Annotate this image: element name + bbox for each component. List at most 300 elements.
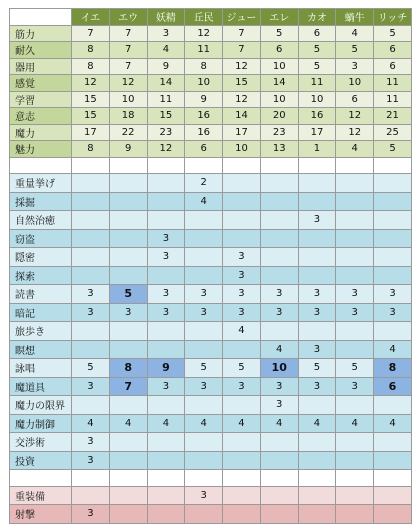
skill-value	[336, 248, 374, 267]
skill-row	[10, 303, 412, 322]
stat-value: 10	[336, 75, 374, 92]
combat-value	[109, 505, 147, 524]
skill-value	[336, 340, 374, 359]
skill-value	[109, 396, 147, 415]
column-header: 妖精	[147, 9, 185, 26]
skill-value: 5	[223, 359, 261, 378]
combat-value	[185, 505, 223, 524]
skill-value: 3	[72, 303, 110, 322]
stat-value: 11	[374, 75, 412, 92]
skill-value: 4	[109, 414, 147, 433]
skill-value	[72, 229, 110, 248]
skill-value	[336, 322, 374, 341]
skill-value	[260, 192, 298, 211]
skill-row	[10, 192, 412, 211]
skill-value	[374, 174, 412, 193]
skill-value: 4	[147, 414, 185, 433]
skill-label: 採掘	[10, 192, 72, 211]
skill-value	[72, 322, 110, 341]
stat-value: 23	[147, 124, 185, 141]
stat-value: 23	[260, 124, 298, 141]
stat-label: 魔力	[10, 124, 72, 141]
stat-value: 12	[147, 141, 185, 158]
skill-label: 探索	[10, 266, 72, 285]
skill-value	[147, 322, 185, 341]
skill-value-highlight: 5	[109, 285, 147, 304]
combat-value	[109, 486, 147, 505]
spacer-cell	[260, 157, 298, 174]
stat-value: 10	[185, 75, 223, 92]
stat-value: 10	[260, 58, 298, 75]
skill-value-highlight: 8	[109, 359, 147, 378]
skill-value	[298, 192, 336, 211]
skill-value: 5	[72, 359, 110, 378]
skill-value: 3	[147, 377, 185, 396]
column-header: 丘民	[185, 9, 223, 26]
stat-value: 17	[223, 124, 261, 141]
stat-value: 3	[147, 25, 185, 42]
stat-value: 5	[374, 141, 412, 158]
skill-row	[10, 211, 412, 230]
skill-value: 4	[185, 192, 223, 211]
skill-value	[185, 340, 223, 359]
skill-value	[147, 192, 185, 211]
skill-value	[147, 211, 185, 230]
skill-value	[109, 192, 147, 211]
skill-value: 3	[374, 285, 412, 304]
stat-value: 5	[336, 42, 374, 59]
stat-value: 6	[260, 42, 298, 59]
skill-label: 投資	[10, 451, 72, 470]
skill-value	[72, 248, 110, 267]
skill-value: 3	[260, 303, 298, 322]
spacer-cell	[298, 157, 336, 174]
skill-value	[336, 174, 374, 193]
skill-value	[336, 396, 374, 415]
skill-value: 3	[260, 396, 298, 415]
stat-row	[10, 124, 412, 141]
skill-value: 3	[185, 303, 223, 322]
skill-row	[10, 377, 412, 396]
skill-label: 旅歩き	[10, 322, 72, 341]
stat-value: 15	[72, 108, 110, 125]
skill-value: 3	[298, 303, 336, 322]
skill-value	[223, 174, 261, 193]
spacer-cell	[72, 470, 110, 487]
skill-value	[260, 229, 298, 248]
stat-value: 9	[109, 141, 147, 158]
skill-value	[72, 266, 110, 285]
stat-row	[10, 91, 412, 108]
skill-value	[223, 192, 261, 211]
combat-value	[298, 486, 336, 505]
skill-value	[223, 340, 261, 359]
skill-value	[298, 248, 336, 267]
stat-value: 17	[298, 124, 336, 141]
skill-value-highlight: 8	[374, 359, 412, 378]
skill-label: 隠密	[10, 248, 72, 267]
stat-value: 5	[298, 58, 336, 75]
stat-value: 11	[298, 75, 336, 92]
combat-value	[260, 505, 298, 524]
skill-value	[260, 322, 298, 341]
skill-value	[147, 266, 185, 285]
skill-label: 魔力制御	[10, 414, 72, 433]
stat-value: 7	[223, 25, 261, 42]
skill-row	[10, 340, 412, 359]
skill-value: 3	[72, 433, 110, 452]
spacer-cell	[336, 157, 374, 174]
skill-value	[223, 211, 261, 230]
stat-label: 筋力	[10, 25, 72, 42]
skill-value	[260, 174, 298, 193]
skill-value	[109, 174, 147, 193]
skill-label: 詠唱	[10, 359, 72, 378]
skill-value: 3	[260, 377, 298, 396]
stat-value: 10	[298, 91, 336, 108]
stat-label: 器用	[10, 58, 72, 75]
skill-value	[374, 229, 412, 248]
skill-value	[185, 266, 223, 285]
combat-value	[298, 505, 336, 524]
skill-value	[298, 174, 336, 193]
combat-value	[260, 486, 298, 505]
skill-value	[185, 322, 223, 341]
stat-row	[10, 108, 412, 125]
skill-value: 3	[72, 285, 110, 304]
spacer-cell	[374, 470, 412, 487]
stat-value: 20	[260, 108, 298, 125]
skill-value	[336, 451, 374, 470]
stat-value: 6	[374, 58, 412, 75]
skill-value: 3	[298, 211, 336, 230]
combat-value	[147, 505, 185, 524]
skill-row	[10, 451, 412, 470]
combat-value	[374, 505, 412, 524]
skill-label: 瞑想	[10, 340, 72, 359]
skill-value	[223, 229, 261, 248]
skill-row	[10, 248, 412, 267]
skill-value	[109, 451, 147, 470]
skill-value	[336, 211, 374, 230]
skill-value: 4	[72, 414, 110, 433]
combat-value	[72, 486, 110, 505]
skill-value	[109, 229, 147, 248]
header-row	[10, 9, 412, 26]
skill-value: 4	[374, 414, 412, 433]
stat-value: 8	[72, 58, 110, 75]
spacer-cell	[109, 470, 147, 487]
skill-row	[10, 414, 412, 433]
skill-value	[147, 433, 185, 452]
skill-label: 魔力の限界	[10, 396, 72, 415]
combat-value: 3	[72, 505, 110, 524]
skill-label: 暗記	[10, 303, 72, 322]
stat-value: 10	[109, 91, 147, 108]
skill-value	[109, 266, 147, 285]
skill-value	[185, 433, 223, 452]
spacer-cell	[336, 470, 374, 487]
spacer-row	[10, 157, 412, 174]
spacer-cell	[185, 470, 223, 487]
spacer-cell	[147, 470, 185, 487]
stat-value: 6	[336, 91, 374, 108]
skill-value: 3	[147, 229, 185, 248]
stat-value: 12	[223, 58, 261, 75]
column-header: ジュー	[223, 9, 261, 26]
skill-value	[260, 451, 298, 470]
stat-value: 12	[185, 25, 223, 42]
skill-row	[10, 359, 412, 378]
stat-value: 10	[223, 141, 261, 158]
skill-value: 3	[336, 285, 374, 304]
skill-value: 3	[72, 377, 110, 396]
skill-value	[374, 266, 412, 285]
skill-value: 3	[185, 377, 223, 396]
skill-value	[374, 211, 412, 230]
combat-value	[336, 505, 374, 524]
stat-value: 5	[374, 25, 412, 42]
skill-row	[10, 433, 412, 452]
skill-value	[260, 248, 298, 267]
combat-value	[223, 505, 261, 524]
skill-value: 3	[336, 377, 374, 396]
skill-value	[223, 396, 261, 415]
skill-value: 4	[223, 322, 261, 341]
skill-row	[10, 229, 412, 248]
skill-value	[72, 396, 110, 415]
skill-row	[10, 322, 412, 341]
stat-value: 15	[147, 108, 185, 125]
stat-value: 22	[109, 124, 147, 141]
skill-label: 窃盗	[10, 229, 72, 248]
skill-value: 2	[185, 174, 223, 193]
spacer-cell	[223, 157, 261, 174]
stat-label: 意志	[10, 108, 72, 125]
stat-value: 6	[374, 42, 412, 59]
skill-value	[185, 396, 223, 415]
column-header: リッチ	[374, 9, 412, 26]
skill-value	[147, 174, 185, 193]
skill-value	[336, 266, 374, 285]
skill-value	[260, 266, 298, 285]
skill-value	[109, 433, 147, 452]
spacer-cell	[10, 470, 72, 487]
stat-value: 12	[223, 91, 261, 108]
combat-value	[147, 486, 185, 505]
combat-value	[223, 486, 261, 505]
column-header: カオ	[298, 9, 336, 26]
skill-value	[374, 433, 412, 452]
skill-value-highlight: 10	[260, 359, 298, 378]
spacer-cell	[374, 157, 412, 174]
combat-label: 射撃	[10, 505, 72, 524]
skill-value	[185, 248, 223, 267]
skill-value: 4	[260, 414, 298, 433]
stat-value: 7	[109, 58, 147, 75]
skill-value: 3	[298, 285, 336, 304]
stat-value: 14	[147, 75, 185, 92]
skill-value: 3	[185, 285, 223, 304]
stat-value: 12	[109, 75, 147, 92]
skill-value	[72, 192, 110, 211]
skill-value: 3	[260, 285, 298, 304]
stat-value: 11	[147, 91, 185, 108]
skill-value: 3	[109, 303, 147, 322]
skill-value	[298, 229, 336, 248]
stat-value: 4	[336, 141, 374, 158]
skill-value	[298, 451, 336, 470]
skill-value: 3	[336, 303, 374, 322]
stat-value: 1	[298, 141, 336, 158]
stat-value: 3	[336, 58, 374, 75]
stat-value: 21	[374, 108, 412, 125]
skill-label: 自然治癒	[10, 211, 72, 230]
skill-value	[147, 451, 185, 470]
skill-value	[298, 396, 336, 415]
column-header: エレ	[260, 9, 298, 26]
spacer-cell	[260, 470, 298, 487]
skill-value	[374, 192, 412, 211]
skill-value	[298, 322, 336, 341]
stat-value: 17	[72, 124, 110, 141]
stat-value: 7	[109, 42, 147, 59]
combat-label: 重装備	[10, 486, 72, 505]
skill-value: 3	[298, 340, 336, 359]
stat-value: 16	[298, 108, 336, 125]
stat-value: 8	[72, 141, 110, 158]
skill-value	[147, 396, 185, 415]
skill-value	[223, 451, 261, 470]
skill-value: 3	[147, 303, 185, 322]
skill-value-highlight: 6	[374, 377, 412, 396]
skill-value: 3	[223, 285, 261, 304]
skill-value	[298, 266, 336, 285]
skill-label: 交渉術	[10, 433, 72, 452]
skill-value	[336, 433, 374, 452]
combat-value: 3	[185, 486, 223, 505]
skill-value: 5	[298, 359, 336, 378]
stat-value: 16	[185, 124, 223, 141]
column-header: 蝸牛	[336, 9, 374, 26]
stat-value: 25	[374, 124, 412, 141]
stat-value: 14	[223, 108, 261, 125]
stat-value: 11	[374, 91, 412, 108]
skill-row	[10, 266, 412, 285]
skill-value	[185, 451, 223, 470]
skill-value	[147, 340, 185, 359]
skill-value: 4	[298, 414, 336, 433]
skill-value: 3	[147, 285, 185, 304]
skill-row	[10, 285, 412, 304]
skill-value	[260, 433, 298, 452]
stat-value: 14	[260, 75, 298, 92]
combat-row	[10, 486, 412, 505]
skill-value: 3	[223, 377, 261, 396]
skill-value	[109, 211, 147, 230]
stat-value: 7	[72, 25, 110, 42]
stat-label: 学習	[10, 91, 72, 108]
spacer-cell	[298, 470, 336, 487]
stat-value: 5	[260, 25, 298, 42]
skill-value: 3	[298, 377, 336, 396]
stat-label: 耐久	[10, 42, 72, 59]
skill-value	[374, 451, 412, 470]
skill-value: 3	[72, 451, 110, 470]
stat-value: 7	[223, 42, 261, 59]
skill-value	[260, 211, 298, 230]
skill-value	[72, 211, 110, 230]
spacer-cell	[72, 157, 110, 174]
spacer-cell	[185, 157, 223, 174]
stat-row	[10, 42, 412, 59]
stat-row	[10, 58, 412, 75]
skill-value	[109, 340, 147, 359]
stat-value: 9	[147, 58, 185, 75]
skill-value: 4	[260, 340, 298, 359]
skill-label: 魔道具	[10, 377, 72, 396]
stat-value: 10	[260, 91, 298, 108]
skill-label: 重量挙げ	[10, 174, 72, 193]
skill-value	[72, 340, 110, 359]
stat-label: 魅力	[10, 141, 72, 158]
skill-value: 5	[336, 359, 374, 378]
stat-value: 7	[109, 25, 147, 42]
combat-row	[10, 505, 412, 524]
race-stats-table	[9, 8, 412, 524]
combat-value	[374, 486, 412, 505]
skill-row	[10, 174, 412, 193]
stat-row	[10, 25, 412, 42]
stat-value: 12	[336, 108, 374, 125]
stat-value: 8	[72, 42, 110, 59]
stat-value: 9	[185, 91, 223, 108]
stat-row	[10, 141, 412, 158]
skill-value: 3	[223, 266, 261, 285]
skill-value	[336, 229, 374, 248]
stat-value: 6	[185, 141, 223, 158]
spacer-cell	[223, 470, 261, 487]
stat-value: 13	[260, 141, 298, 158]
stat-value: 11	[185, 42, 223, 59]
stat-value: 8	[185, 58, 223, 75]
skill-value	[298, 433, 336, 452]
skill-value: 4	[185, 414, 223, 433]
skill-value: 3	[374, 303, 412, 322]
spacer-cell	[10, 157, 72, 174]
stat-value: 15	[72, 91, 110, 108]
stat-value: 12	[72, 75, 110, 92]
stat-value: 5	[298, 42, 336, 59]
stat-value: 15	[223, 75, 261, 92]
stat-value: 18	[109, 108, 147, 125]
skill-value	[336, 192, 374, 211]
corner-cell	[10, 9, 72, 26]
stat-value: 6	[298, 25, 336, 42]
spacer-cell	[109, 157, 147, 174]
skill-value: 4	[223, 414, 261, 433]
column-header: イエ	[72, 9, 110, 26]
skill-value	[374, 248, 412, 267]
skill-value-highlight: 7	[109, 377, 147, 396]
stat-value: 4	[147, 42, 185, 59]
spacer-row	[10, 470, 412, 487]
combat-value	[336, 486, 374, 505]
skill-value: 4	[336, 414, 374, 433]
stat-label: 感覚	[10, 75, 72, 92]
column-header: エウ	[109, 9, 147, 26]
skill-value: 3	[223, 248, 261, 267]
